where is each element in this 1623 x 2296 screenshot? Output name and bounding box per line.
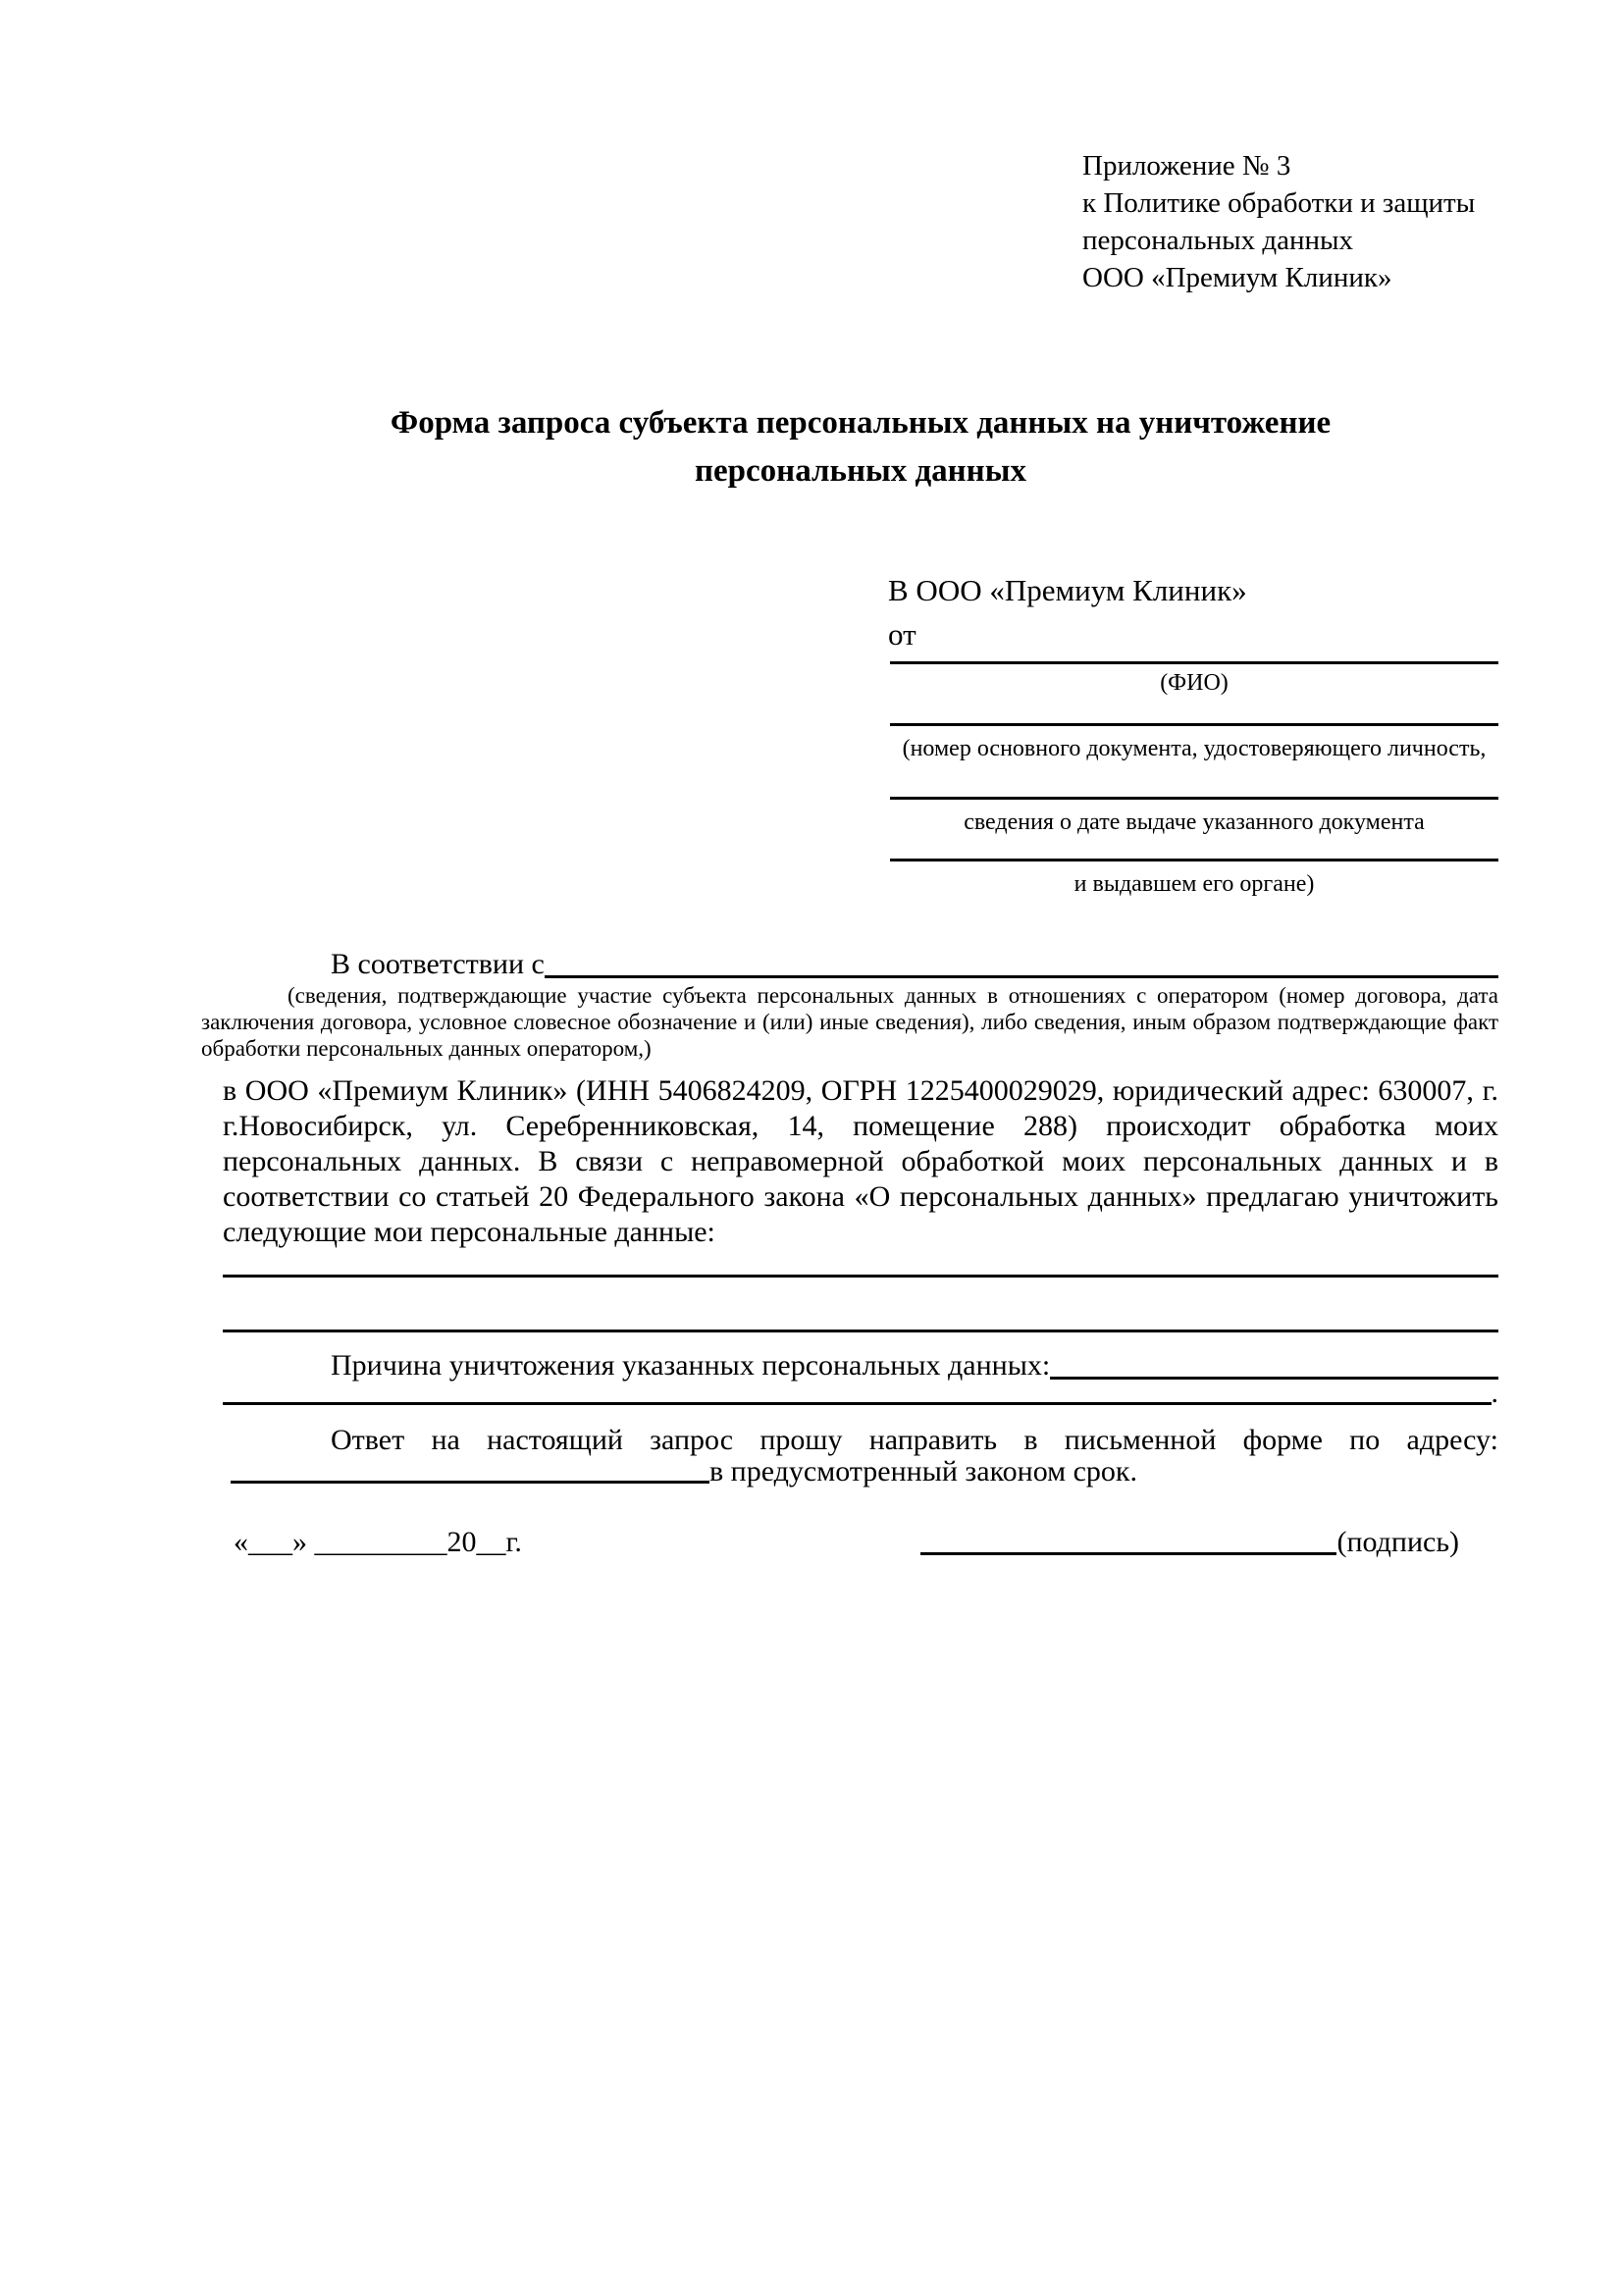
reason-label: Причина уничтожения указанных персональных данных: bbox=[331, 1349, 1051, 1382]
appendix-line-3: персональных данных bbox=[1082, 225, 1354, 256]
document-issue-date-fill-line[interactable] bbox=[890, 797, 1498, 800]
footer-row bbox=[234, 1524, 1459, 1561]
signature-block bbox=[920, 1524, 1459, 1561]
addressee-to: В ООО «Премиум Клиник» bbox=[888, 573, 1247, 607]
appendix-line-4: ООО «Премиум Клиник» bbox=[1082, 262, 1392, 293]
document-number-fill-line[interactable] bbox=[890, 723, 1498, 726]
appendix-line-1: Приложение № 3 bbox=[1082, 150, 1291, 182]
fio-caption: (ФИО) bbox=[1160, 670, 1229, 696]
document-issuer-caption: и выдавшем его органе) bbox=[1073, 871, 1315, 897]
reason-fill-line-2-row bbox=[223, 1376, 1498, 1411]
answer-line-2 bbox=[231, 1454, 1137, 1489]
signature-caption: (подпись) bbox=[1336, 1526, 1459, 1558]
reason-fill-line-2[interactable] bbox=[223, 1402, 1492, 1405]
answer-line-2-text: в предусмотренный законом срок. bbox=[709, 1455, 1137, 1487]
personal-data-fill-line-2[interactable] bbox=[223, 1330, 1498, 1332]
accordance-fill-line[interactable] bbox=[545, 975, 1498, 978]
page-title-line-2: персональных данных bbox=[695, 453, 1026, 489]
body-paragraph: в ООО «Премиум Клиник» (ИНН 5406824209, ОГРН 1225400029029, юридический адрес: 630007, г. г.Новосибирск, ул. Серебренниковская, 14, помещение 288) происходит обработка моих персональных данных. В связи с неправомерной обработкой моих персональных данных и в соответствии со статьей 20 Федерального закона «О персональных данных» предлагаю уничтожить следующие мои персональные данные: bbox=[223, 1074, 1498, 1248]
document-issue-date-caption: сведения о дате выдаче указанного документа bbox=[964, 809, 1425, 835]
personal-data-fill-line-1[interactable] bbox=[223, 1275, 1498, 1278]
appendix-header bbox=[1082, 147, 1475, 296]
accordance-note: (сведения, подтверждающие участие субъекта персональных данных в отношениях с оператором (номер договора, дата заключения договора, условное словесное обозначение и (или) иные сведения), либо сведения, иным образом подтверждающие факт обработки персональных данных оператором,) bbox=[201, 983, 1498, 1061]
document-issuer-fill-line[interactable] bbox=[890, 859, 1498, 861]
page-title bbox=[223, 399, 1498, 496]
accordance-lead: В соответствии с bbox=[331, 948, 545, 980]
signature-fill-line[interactable] bbox=[920, 1552, 1336, 1555]
date-fill[interactable]: «___» _________20__г. bbox=[234, 1526, 522, 1558]
appendix-line-2: к Политике обработки и защиты bbox=[1082, 187, 1476, 219]
document-number-caption: (номер основного документа, удостоверяющего личность, bbox=[902, 736, 1487, 761]
line-end-period: . bbox=[1491, 1377, 1498, 1409]
page-title-line-1: Форма запроса субъекта персональных данных на уничтожение bbox=[390, 405, 1332, 441]
address-fill-line[interactable] bbox=[231, 1481, 709, 1484]
fio-fill-line[interactable] bbox=[890, 661, 1498, 664]
answer-line-1: Ответ на настоящий запрос прошу направить в письменной форме по адресу: bbox=[331, 1424, 1498, 1456]
accordance-line bbox=[223, 945, 1498, 984]
addressee-from-label: от bbox=[888, 617, 916, 652]
